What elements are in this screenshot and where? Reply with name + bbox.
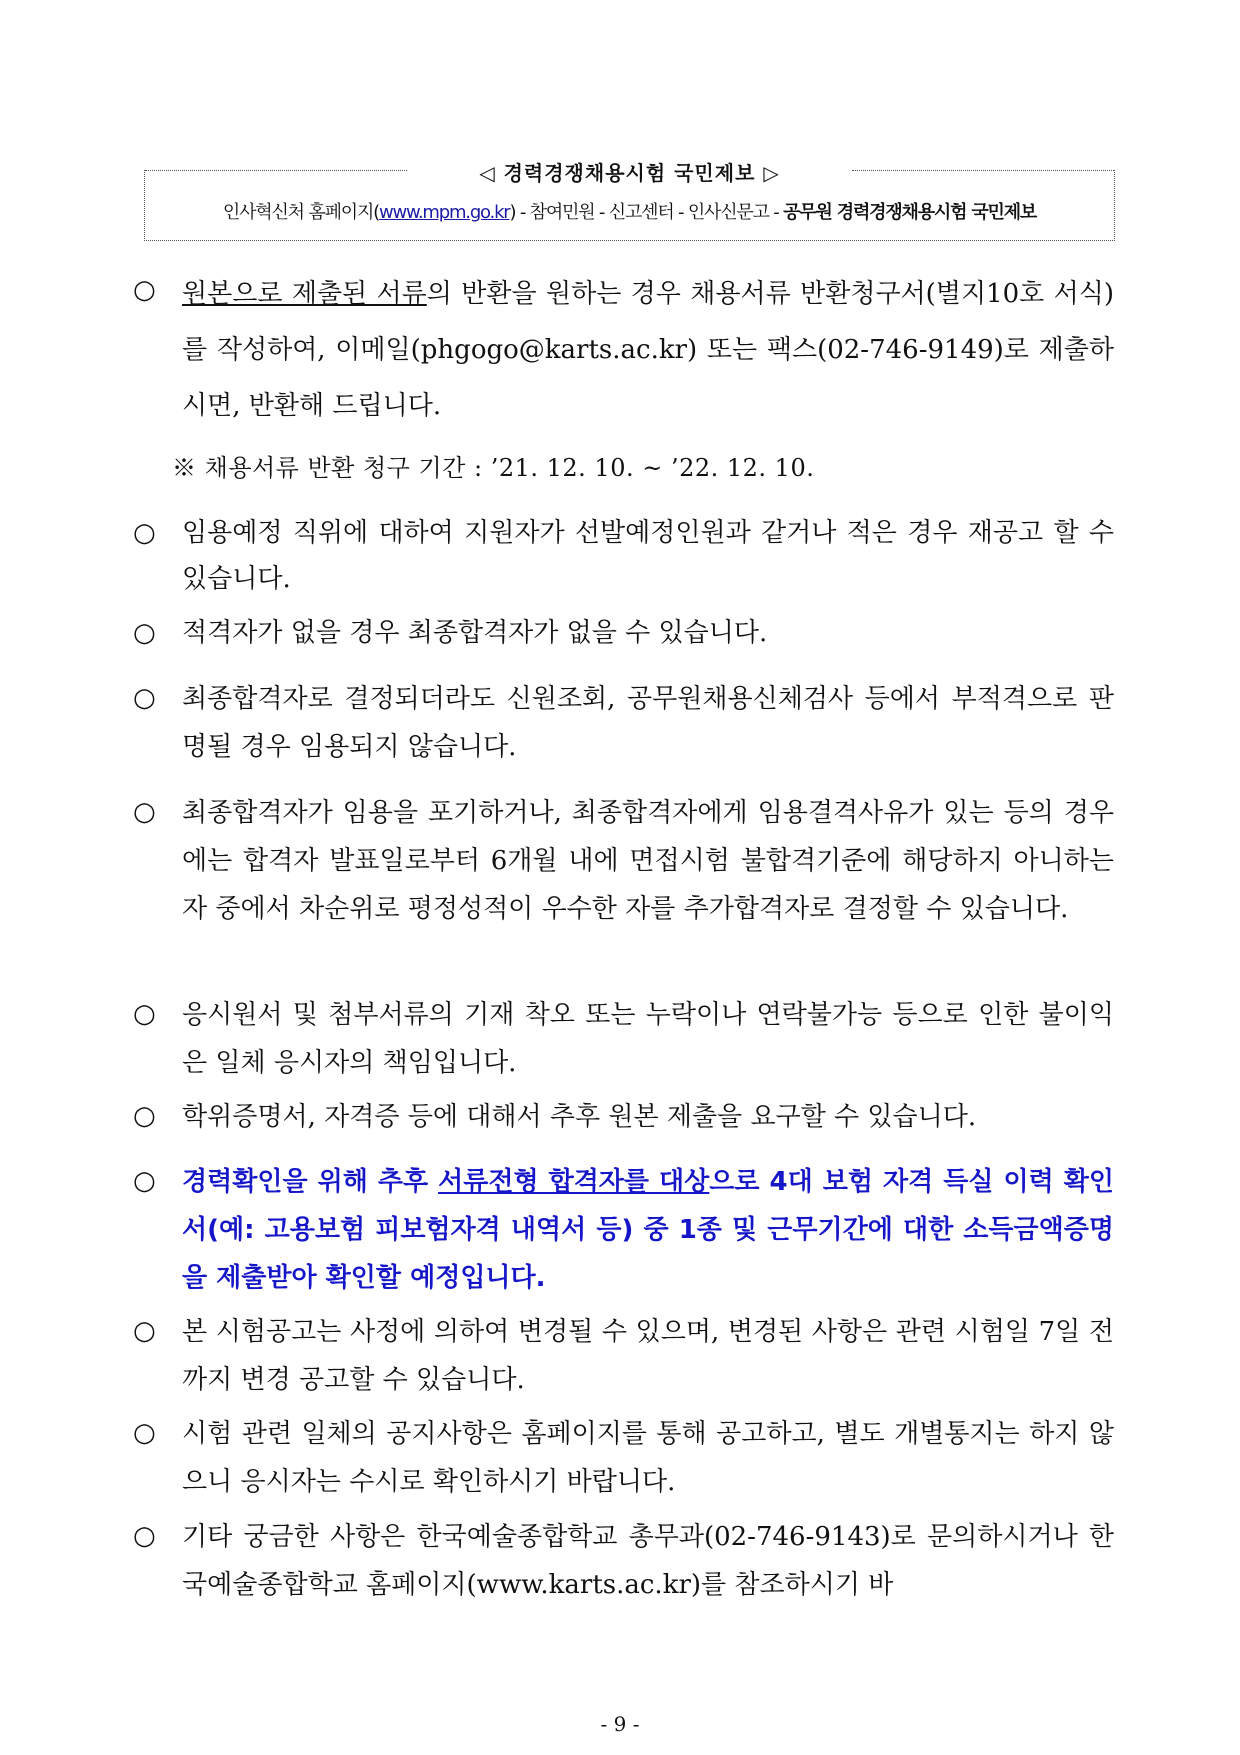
paragraph-post: 으로 4대 보험 자격 득실 이력 확인서(예: 고용보험 피보험자격 내역서 등) 중 1종 및 근무기간에 대한 소득금액증명을 제출받아 확인할 예정입니다. bbox=[182, 1167, 1114, 1293]
bullet-circle: ○ bbox=[133, 797, 156, 827]
paragraph-text: 최종합격자가 임용을 포기하거나, 최종합격자에게 임용결격사유가 있는 등의 경우에는 합격자 발표일로부터 6개월 내에 면접시험 불합격기준에 해당하지 아니하는 자 중에서 차순위로 평정성적이 우수한 자를 추가합격자로 결정할 수 있습니다. bbox=[182, 798, 1114, 924]
page-number: - 9 - bbox=[600, 1712, 640, 1736]
bullet-circle: ○ bbox=[133, 1166, 156, 1196]
paragraph-rest: 의 반환을 원하는 경우 채용서류 반환청구서(별지10호 서식)를 작성하여, 이메일(phgogo@karts.ac.kr) 또는 팩스(02-746-9149)로 제출하시면, 반환해 드립니다. bbox=[182, 279, 1114, 421]
mpm-link[interactable]: www.mpm.go.kr bbox=[378, 202, 510, 223]
bullet-circle: ○ bbox=[133, 275, 156, 305]
bullet-circle: ○ bbox=[133, 518, 156, 548]
bullet-circle: ○ bbox=[133, 999, 156, 1029]
notice-box-path bbox=[145, 198, 1114, 224]
path-bold: 공무원 경력경쟁채용시험 국민제보 bbox=[783, 202, 1037, 223]
paragraph-text: 기타 궁금한 사항은 한국예술종합학교 총무과(02-746-9143)로 문의하시거나 한국예술종합학교 홈페이지(www.karts.ac.kr)를 참조하시기 바 bbox=[182, 1522, 1114, 1600]
path-middle: ) - 참여민원 - 신고센터 - 인사신문고 - bbox=[509, 202, 784, 223]
paragraph-text: 적격자가 없을 경우 최종합격자가 없을 수 있습니다. bbox=[182, 618, 768, 648]
return-period-note: ※ 채용서류 반환 청구 기간 : ’21. 12. 10. ~ ’22. 12. 10. bbox=[172, 454, 815, 482]
paragraph-text: 임용예정 직위에 대하여 지원자가 선발예정인원과 같거나 적은 경우 재공고 할 수 있습니다. bbox=[182, 518, 1114, 594]
notice-box bbox=[144, 161, 1115, 241]
paragraph-text bbox=[182, 1158, 1114, 1302]
path-prefix: 인사혁신처 홈페이지( bbox=[222, 202, 379, 223]
bullet-circle: ○ bbox=[133, 1316, 156, 1346]
paragraph-text: 본 시험공고는 사정에 의하여 변경될 수 있으며, 변경된 사항은 관련 시험일 7일 전까지 변경 공고할 수 있습니다. bbox=[182, 1317, 1114, 1395]
paragraph-text: 시험 관련 일체의 공지사항은 홈페이지를 통해 공고하고, 별도 개별통지는 하지 않으니 응시자는 수시로 확인하시기 바랍니다. bbox=[182, 1419, 1114, 1497]
paragraph-pre: 경력확인을 위해 추후 bbox=[182, 1167, 439, 1197]
underlined-phrase: 서류전형 합격자를 대상 bbox=[438, 1167, 710, 1197]
bullet-circle: ○ bbox=[133, 1418, 156, 1448]
underlined-phrase: 원본으로 제출된 서류 bbox=[182, 279, 427, 309]
paragraph-text: 학위증명서, 자격증 등에 대해서 추후 원본 제출을 요구할 수 있습니다. bbox=[182, 1102, 977, 1132]
bullet-circle: ○ bbox=[133, 1101, 156, 1131]
notice-box-title: ◁ 경력경쟁채용시험 국민제보 ▷ bbox=[479, 161, 780, 185]
bullet-circle: ○ bbox=[133, 618, 156, 648]
bullet-circle: ○ bbox=[133, 683, 156, 713]
paragraph-text: 최종합격자로 결정되더라도 신원조회, 공무원채용신체검사 등에서 부적격으로 판명될 경우 임용되지 않습니다. bbox=[182, 684, 1114, 762]
paragraph-text bbox=[182, 266, 1114, 434]
paragraph-text: 응시원서 및 첨부서류의 기재 착오 또는 누락이나 연락불가능 등으로 인한 불이익은 일체 응시자의 책임입니다. bbox=[182, 1000, 1114, 1078]
bullet-circle: ○ bbox=[133, 1521, 156, 1551]
